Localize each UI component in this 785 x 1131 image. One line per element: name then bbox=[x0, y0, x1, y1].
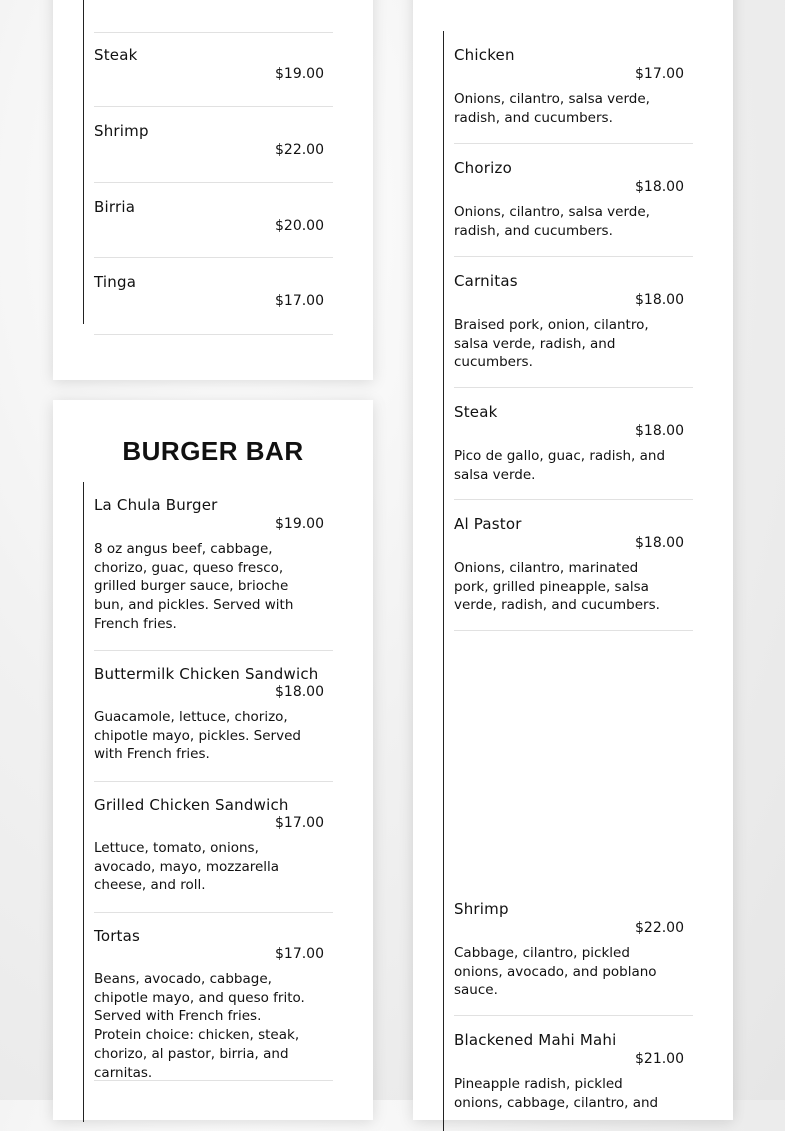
item-name: Shrimp bbox=[454, 900, 509, 918]
item-name: La Chula Burger bbox=[94, 496, 218, 514]
item-name: Grilled Chicken Sandwich bbox=[94, 796, 289, 814]
section-subtitle bbox=[413, 0, 733, 1]
item-description: Onions, cilantro, salsa verde, radish, and cucumbers. bbox=[454, 204, 650, 239]
menu-item bbox=[94, 122, 333, 183]
vertical-divider bbox=[443, 31, 444, 1131]
item-price: $18.00 bbox=[635, 423, 684, 439]
item-price: $17.00 bbox=[275, 293, 324, 309]
item-name: Chorizo bbox=[454, 159, 512, 177]
item-price: $19.00 bbox=[275, 66, 324, 82]
item-description: Lettuce, tomato, onions, avocado, mayo, mozzarella cheese, and roll. bbox=[94, 840, 280, 894]
menu-item bbox=[454, 515, 693, 631]
item-name: Blackened Mahi Mahi bbox=[454, 1031, 617, 1049]
item-price: $22.00 bbox=[275, 142, 324, 158]
vertical-divider bbox=[83, 0, 84, 324]
item-price: $18.00 bbox=[275, 684, 324, 700]
menu-item bbox=[454, 403, 693, 500]
menu-card-top-left bbox=[53, 0, 373, 380]
item-description: Onions, cilantro, marinated pork, grilled pineapple, salsa verde, radish, and cucumbers. bbox=[454, 560, 660, 614]
menu-item bbox=[94, 198, 333, 258]
item-name: Chicken bbox=[454, 46, 515, 64]
item-description: Cabbage, cilantro, pickled onions, avocado, and poblano sauce. bbox=[454, 945, 657, 999]
menu-item bbox=[94, 0, 333, 33]
item-price: $18.00 bbox=[635, 535, 684, 551]
menu-item bbox=[94, 665, 333, 782]
item-price: $18.00 bbox=[635, 179, 684, 195]
item-name: Al Pastor bbox=[454, 515, 522, 533]
item-price: $17.00 bbox=[275, 946, 324, 962]
item-name: Shrimp bbox=[94, 122, 149, 140]
menu-card-tacos bbox=[413, 0, 733, 1120]
item-name: Steak bbox=[454, 403, 498, 421]
item-name: Steak bbox=[94, 46, 138, 64]
menu-item bbox=[94, 796, 333, 913]
item-name: Tortas bbox=[94, 927, 141, 945]
item-price: $21.00 bbox=[635, 1051, 684, 1067]
item-name: Birria bbox=[94, 198, 136, 216]
item-name: Tinga bbox=[94, 273, 137, 291]
menu-item bbox=[454, 1031, 693, 1111]
item-price: $19.00 bbox=[275, 516, 324, 532]
item-name: Carnitas bbox=[454, 272, 518, 290]
item-description: 8 oz angus beef, cabbage, chorizo, guac, queso fresco, grilled burger sauce, brioche bun, and pickles. Served with French fries. bbox=[94, 541, 294, 632]
menu-item bbox=[94, 927, 333, 1081]
menu-item bbox=[454, 46, 693, 144]
menu-item bbox=[94, 273, 333, 335]
item-description: Braised pork, onion, cilantro, salsa verde, radish, and cucumbers. bbox=[454, 317, 649, 371]
section-title: BURGER BAR bbox=[122, 436, 304, 466]
item-description: Beans, avocado, cabbage, chipotle mayo, and queso frito. Served with French fries. Protein choice: chicken, steak, chorizo, al pastor, birria, and carnitas. bbox=[94, 971, 305, 1081]
item-name: Buttermilk Chicken Sandwich bbox=[94, 665, 319, 683]
item-description: Onions, cilantro, salsa verde, radish, and cucumbers. bbox=[454, 91, 650, 126]
item-description: Pineapple radish, pickled onions, cabbage, cilantro, and bbox=[454, 1076, 659, 1111]
item-price: $18.00 bbox=[635, 292, 684, 308]
item-price: $22.00 bbox=[635, 920, 684, 936]
menu-item bbox=[454, 900, 693, 1016]
item-description: Guacamole, lettuce, chorizo, chipotle mayo, pickles. Served with French fries. bbox=[94, 709, 301, 763]
item-description: Pico de gallo, guac, radish, and salsa verde. bbox=[454, 448, 666, 483]
menu-card-burger-bar bbox=[53, 400, 373, 1120]
menu-item bbox=[94, 496, 333, 651]
menu-item bbox=[454, 272, 693, 388]
vertical-divider bbox=[83, 482, 84, 1122]
item-price: $17.00 bbox=[275, 815, 324, 831]
menu-item bbox=[454, 159, 693, 257]
item-price: $20.00 bbox=[275, 218, 324, 234]
menu-item bbox=[94, 46, 333, 107]
item-price: $17.00 bbox=[635, 66, 684, 82]
